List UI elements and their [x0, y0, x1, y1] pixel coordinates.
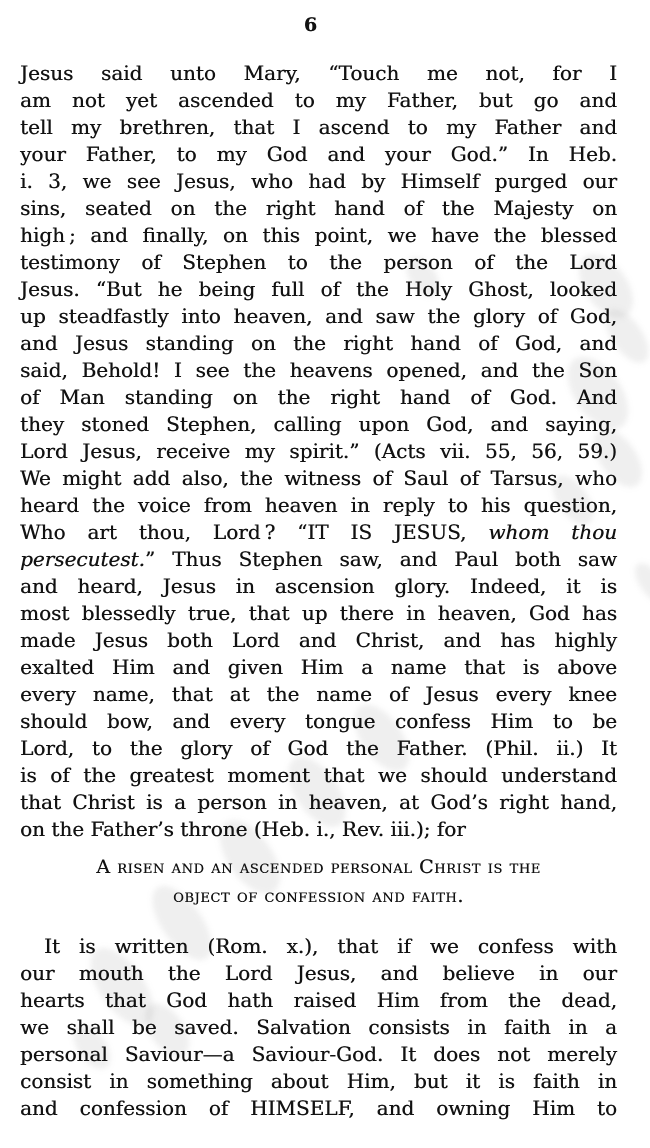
paragraph-1 — [20, 60, 617, 843]
text-line: made Jesus both Lord and Christ, and has highly — [20, 628, 617, 652]
text-line: on the Father’s throne (Heb. i., Rev. iii.); for — [20, 817, 466, 841]
text-line: heard the voice from heaven in reply to his question, — [20, 493, 617, 517]
heading-line-1: A risen and an ascended personal Christ is the — [96, 856, 541, 878]
heading-line-2: object of confession and faith. — [173, 885, 464, 907]
text-line: It is written (Rom. x.), that if we confess with — [44, 934, 617, 958]
text-line: our mouth the Lord Jesus, and believe in our — [20, 961, 617, 985]
text-line: hearts that God hath raised Him from the dead, — [20, 988, 617, 1012]
page-number: 6 — [303, 14, 319, 36]
text-line: consist in something about Him, but it is faith in — [20, 1069, 617, 1093]
text-line: every name, that at the name of Jesus every knee — [20, 682, 617, 706]
text-line: they stoned Stephen, calling upon God, and saying, — [20, 412, 617, 436]
text-line: We might add also, the witness of Saul of Tarsus, who — [20, 466, 617, 490]
paragraph-2 — [20, 933, 617, 1122]
text-line: persecutest.” Thus Stephen saw, and Paul both saw — [20, 547, 617, 571]
text-line: we shall be saved. Salvation consists in faith in a — [20, 1015, 617, 1039]
text-line: most blessedly true, that up there in heaven, God has — [20, 601, 617, 625]
text-line: sins, seated on the right hand of the Majesty on — [20, 196, 617, 220]
text-line: up steadfastly into heaven, and saw the glory of God, — [20, 304, 617, 328]
text-line: should bow, and every tongue confess Him to be — [20, 709, 617, 733]
text-line: and Jesus standing on the right hand of God, and — [20, 331, 617, 355]
text-line: Lord, to the glory of God the Father. (Phil. ii.) It — [20, 736, 617, 760]
text-line: is of the greatest moment that we should understand — [20, 763, 617, 787]
body-text — [20, 60, 617, 1122]
text-line: of Man standing on the right hand of God. And — [20, 385, 617, 409]
watermark-blob — [629, 558, 650, 608]
text-line: and heard, Jesus in ascension glory. Indeed, it is — [20, 574, 617, 598]
text-line: Jesus. “But he being full of the Holy Ghost, looked — [20, 277, 617, 301]
text-line: i. 3, we see Jesus, who had by Himself purged our — [20, 169, 617, 193]
text-line: that Christ is a person in heaven, at God’s right hand, — [20, 790, 617, 814]
text-line: and confession of HIMSELF, and owning Him to — [20, 1096, 617, 1120]
text-line: Who art thou, Lord ? “IT IS JESUS, whom thou — [20, 520, 618, 544]
section-heading — [20, 853, 617, 911]
text-line: exalted Him and given Him a name that is above — [20, 655, 617, 679]
text-line: Jesus said unto Mary, “Touch me not, for I — [20, 61, 617, 85]
text-line: high ; and finally, on this point, we have the blessed — [20, 223, 617, 247]
text-line: Lord Jesus, receive my spirit.” (Acts vii. 55, 56, 59.) — [20, 439, 617, 463]
text-line: said, Behold! I see the heavens opened, and the Son — [20, 358, 617, 382]
text-line: tell my brethren, that I ascend to my Father and — [20, 115, 617, 139]
text-line: personal Saviour—a Saviour-God. It does not merely — [20, 1042, 617, 1066]
text-line: am not yet ascended to my Father, but go and — [20, 88, 617, 112]
text-line: your Father, to my God and your God.” In Heb. — [20, 142, 617, 166]
text-line: testimony of Stephen to the person of the Lord — [20, 250, 617, 274]
